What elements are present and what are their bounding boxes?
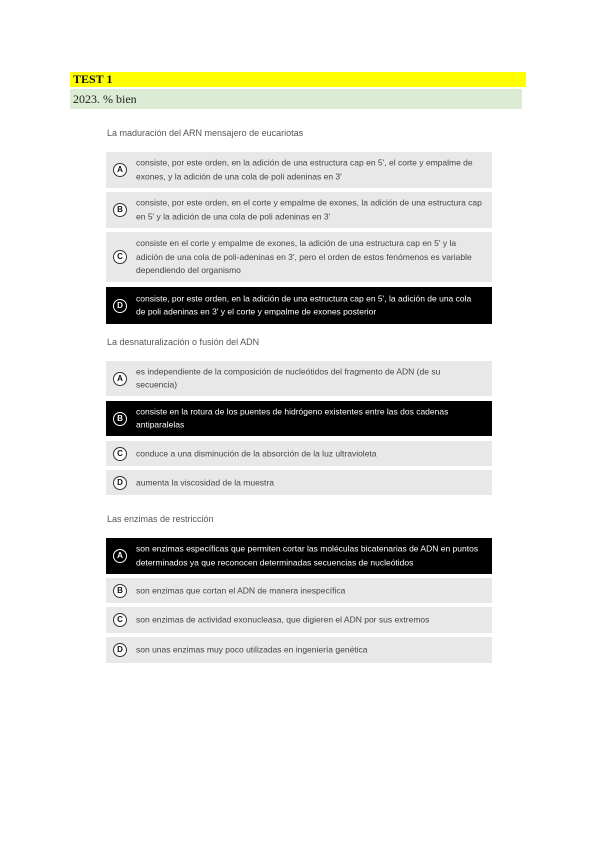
option-text: son unas enzimas muy poco utilizadas en ingeniería genética [136,644,368,655]
question-1-prompt: La maduración del ARN mensajero de eucariotas [107,128,304,138]
question-3-prompt: Las enzimas de restricción [107,514,214,524]
question-2-prompt: La desnaturalización o fusión del ADN [107,337,260,347]
option-text: aumenta la viscosidad de la muestra [136,476,274,487]
question-2-option-d[interactable] [106,470,492,495]
test-title: TEST 1 [70,72,526,87]
question-1-option-d-selected[interactable] [106,287,492,324]
option-text: consiste, por este orden, en la adición de una estructura cap en 5', la adición de una cola de poli adeninas en 3' y el corte y empalme de exones posterior [136,293,472,317]
option-text: son enzimas que cortan el ADN de manera inespecífica [136,584,346,595]
option-letter-c: C [113,250,127,264]
question-3-option-b[interactable] [106,578,492,603]
option-text: consiste en la rotura de los puentes de hidrógeno existentes entre las dos cadenas antiparalelas [136,406,449,430]
option-letter-b: B [113,203,127,217]
test-score: 2023. % bien [70,89,522,109]
option-text: son enzimas específicas que permiten cortar las moléculas bicatenarias de ADN en puntos determinados ya que reconocen determinadas secuencias de nucleótidos [136,543,479,567]
question-3-option-a-selected[interactable] [106,538,492,574]
option-letter-b: B [113,584,127,598]
option-letter-a: A [113,372,127,386]
option-letter-d: D [113,299,127,313]
question-2-option-c[interactable] [106,441,492,466]
option-text: conduce a una disminución de la absorción de la luz ultravioleta [136,447,377,458]
option-letter-c: C [113,447,127,461]
question-1-option-b[interactable] [106,192,492,228]
option-letter-c: C [113,613,127,627]
option-text: es independiente de la composición de nucleótidos del fragmento de ADN (de su secuencia) [136,366,441,390]
question-2-option-a[interactable] [106,361,492,396]
option-letter-d: D [113,643,127,657]
option-letter-b: B [113,412,127,426]
question-1-option-c[interactable] [106,232,492,282]
option-text: consiste, por este orden, en el corte y empalme de exones, la adición de una estructura cap en 5' y la adición de una cola de poli adeninas en 3' [136,197,482,221]
option-text: son enzimas de actividad exonucleasa, que digieren el ADN por sus extremos [136,614,430,625]
question-1-option-a[interactable] [106,152,492,188]
question-3-option-c[interactable] [106,607,492,633]
question-3-option-d[interactable] [106,637,492,663]
option-text: consiste en el corte y empalme de exones, la adición de una estructura cap en 5' y la adición de una cola de poli-adeninas en 3', pero el orden de estos fenómenos es variable dependiendo del organismo [136,237,472,275]
question-2-option-b-selected[interactable] [106,401,492,436]
option-letter-a: A [113,163,127,177]
option-letter-d: D [113,476,127,490]
option-text: consiste, por este orden, en la adición de una estructura cap en 5', el corte y empalme de exones, y la adición de una cola de poli adeninas en 3' [136,157,473,181]
option-letter-a: A [113,549,127,563]
